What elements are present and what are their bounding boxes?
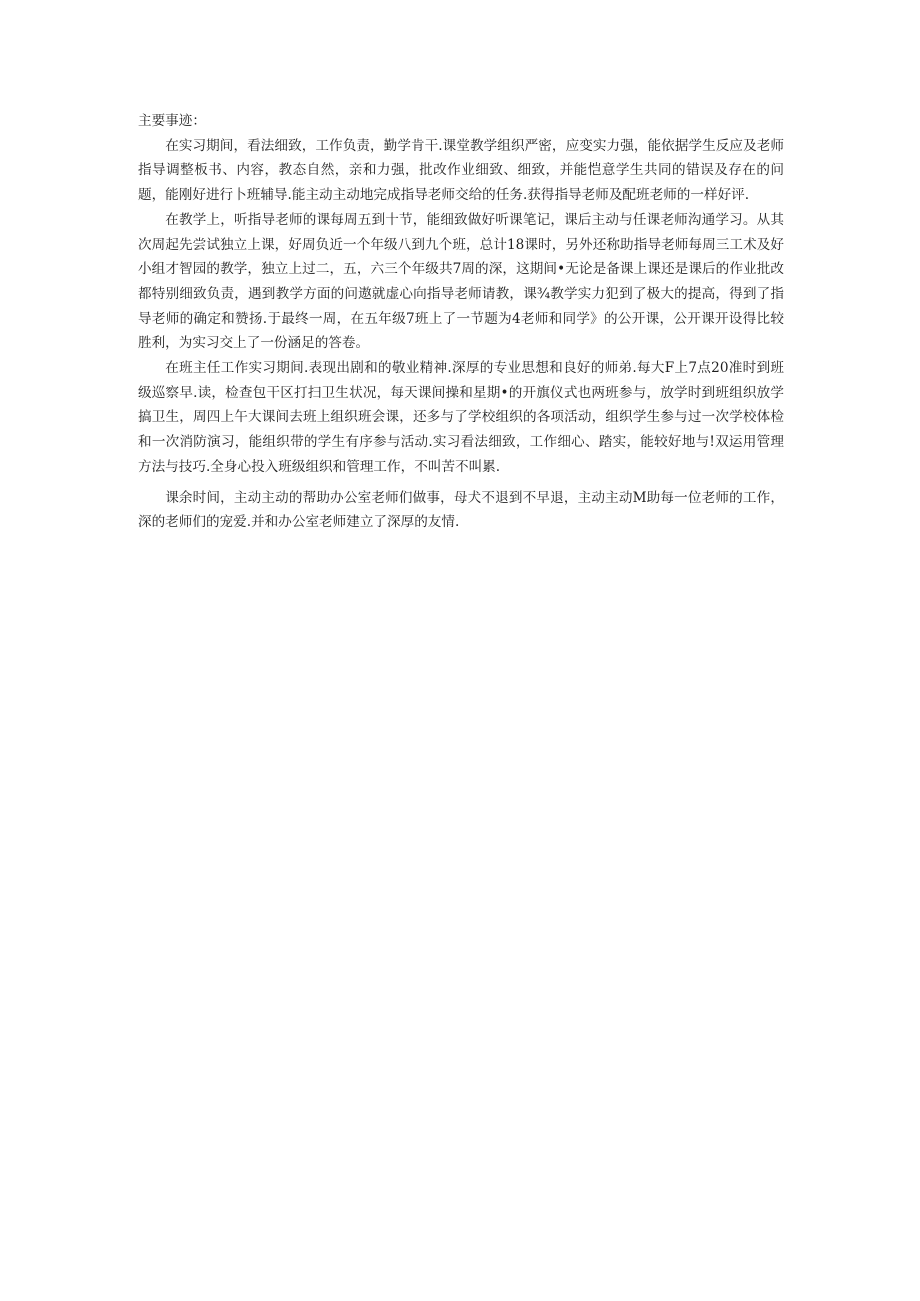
paragraph-class-teacher: 在班主任工作实习期间.表现出剧和的敬业精神.深厚的专业思想和良好的师弟.每大F上7点20准时到班级巡察早.读，检查包干区打扫卫生状况，每天课间操和星期•的开旗仪式也两班参与，放学时到班组织放学搞卫生，周四上午大课间去班上组织班会课，还多与了学校组织的各项活动，组织学生参与过一次学校体检和一次消防演习，能组织带的学生有序参与活动.实习看法细致，工作细心、踏实，能较好地与!双运用管理方法与技巧.全身心投入班级组织和管理工作，不叫苦不叫累. — [138, 360, 784, 475]
paragraph-teaching: 在教学上，听指导老师的课每周五到十节，能细致做好听课笔记，课后主动与任课老师沟通学习。从其次周起先尝试独立上课，好周负近一个年级八到九个班，总计18课时，另外还称助指导老师每周三工术及好小组才智园的教学，独立上过二，五，六三个年级共7周的深，这期间•无论是备课上课还是课后的作业批改都特别细致负责，遇到教学方面的问遨就虚心向指导老师请教，课¾教学实力犯到了极大的提高，得到了指导老师的确定和赞扬.于最终一周，在五年级7班上了一节题为4老师和同学》的公开课，公开课开设得比较胜利，为实习交上了一份涵足的答卷。 — [138, 211, 784, 352]
paragraph-spare-time: 课余时间，主动主动的帮助办公室老师们做事，母犬不退到不早退，主动主动M助每一位老师的工作，深的老师们的宠爱.并和办公室老师建立了深厚的友情. — [138, 489, 784, 531]
document-page — [138, 109, 784, 535]
section-heading: 主要事迹： — [138, 113, 206, 129]
paragraph-internship: 在实习期间，看法细致，工作负责，勤学肯干.课堂教学组织严密，应变实力强，能依据学生反应及老师指导调整板书、内容，教态自然，亲和力强，批改作业细致、细致，并能恺意学生共同的错误及存在的问题，能刚好进行卜班辅导.能主动主动地完成指导老师交给的任务.获得指导老师及配班老师的一样好评. — [138, 137, 784, 204]
